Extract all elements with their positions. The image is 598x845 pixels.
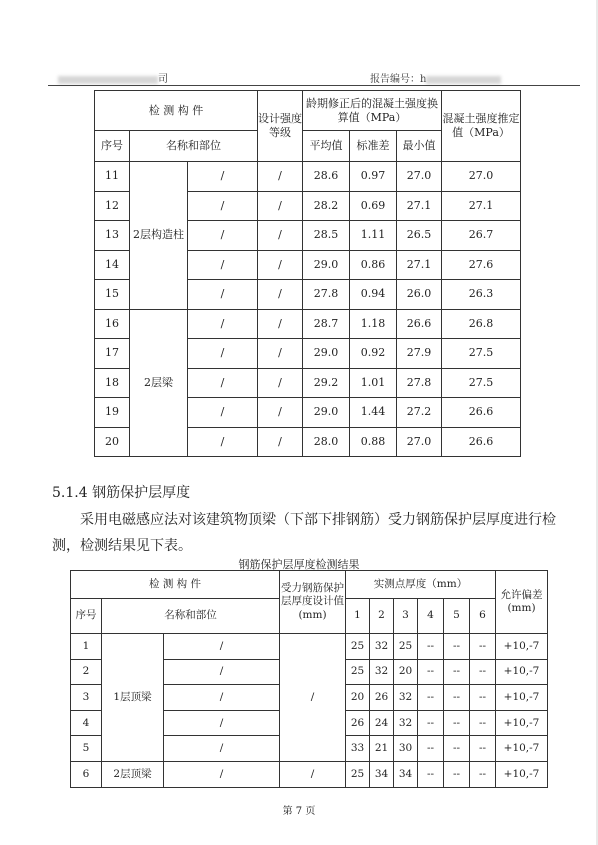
row-number: 11 [95, 162, 130, 192]
measure-point-4-header: 4 [418, 599, 444, 634]
component-position: / [188, 221, 258, 251]
component-position: / [188, 339, 258, 369]
tolerance: +10,-7 [496, 710, 548, 736]
measured-point-2: 32 [370, 659, 394, 685]
row-number: 4 [71, 710, 102, 736]
concrete-strength-table [94, 90, 521, 457]
component-position: / [188, 162, 258, 192]
minimum-value: 27.0 [397, 427, 442, 457]
table1-head-avg: 平均值 [303, 131, 350, 162]
estimated-strength: 27.5 [442, 339, 521, 369]
tolerance: +10,-7 [496, 659, 548, 685]
component-position: / [188, 250, 258, 280]
standard-deviation: 0.94 [350, 280, 397, 310]
table1-head-name: 名称和部位 [130, 131, 258, 162]
row-number: 5 [71, 736, 102, 762]
minimum-value: 27.0 [397, 162, 442, 192]
measured-point-1: 25 [346, 659, 370, 685]
average-value: 28.0 [303, 427, 350, 457]
estimated-strength: 26.7 [442, 221, 521, 251]
table1-head-corrected: 龄期修正后的混凝土强度换算值（MPa） [303, 91, 442, 131]
measured-point-1: 26 [346, 710, 370, 736]
header-company-suffix: 司 [158, 74, 168, 85]
row-number: 12 [95, 191, 130, 221]
standard-deviation: 1.18 [350, 309, 397, 339]
table1-body [95, 162, 521, 457]
standard-deviation: 0.69 [350, 191, 397, 221]
component-position: / [164, 736, 280, 762]
page-number: 第 7 页 [282, 806, 316, 817]
estimated-strength: 27.5 [442, 368, 521, 398]
minimum-value: 26.5 [397, 221, 442, 251]
measured-point-2: 32 [370, 634, 394, 660]
minimum-value: 27.2 [397, 398, 442, 428]
standard-deviation: 0.97 [350, 162, 397, 192]
minimum-value: 27.1 [397, 250, 442, 280]
measured-point-1: 25 [346, 761, 370, 787]
tolerance: +10,-7 [496, 634, 548, 660]
measured-point-4: -- [418, 710, 444, 736]
component-position: / [164, 710, 280, 736]
average-value: 29.2 [303, 368, 350, 398]
component-position: / [164, 634, 280, 660]
measured-point-6: -- [470, 761, 496, 787]
measured-point-4: -- [418, 761, 444, 787]
measured-point-4: -- [418, 659, 444, 685]
measured-point-5: -- [444, 685, 470, 711]
row-number: 2 [71, 659, 102, 685]
design-grade: / [258, 427, 303, 457]
tolerance: +10,-7 [496, 685, 548, 711]
table-row [71, 761, 548, 787]
design-grade: / [258, 368, 303, 398]
average-value: 28.7 [303, 309, 350, 339]
header-report-number [370, 70, 501, 85]
table-row [95, 162, 521, 192]
estimated-strength: 27.6 [442, 250, 521, 280]
estimated-strength: 27.1 [442, 191, 521, 221]
design-grade: / [258, 398, 303, 428]
row-number: 1 [71, 634, 102, 660]
average-value: 28.2 [303, 191, 350, 221]
redacted-report-number [426, 76, 501, 84]
rebar-cover-table [70, 570, 548, 788]
component-position: / [188, 309, 258, 339]
section-paragraph-line-1: 采用电磁感应法对该建筑物顶梁（下部下排钢筋）受力钢筋保护层厚度进行检 [80, 512, 556, 528]
table2-caption: 钢筋保护层厚度检测结果 [238, 558, 360, 571]
estimated-strength: 26.6 [442, 398, 521, 428]
row-number: 15 [95, 280, 130, 310]
measured-point-6: -- [470, 634, 496, 660]
measured-point-5: -- [444, 710, 470, 736]
standard-deviation: 0.88 [350, 427, 397, 457]
report-number-label: 报告编号： [370, 74, 420, 85]
table2-header-row-1 [71, 571, 548, 599]
measure-point-5-header: 5 [444, 599, 470, 634]
tolerance: +10,-7 [496, 736, 548, 762]
measured-point-3: 20 [394, 659, 418, 685]
measured-point-5: -- [444, 634, 470, 660]
estimated-strength: 26.8 [442, 309, 521, 339]
component-position: / [188, 398, 258, 428]
estimated-strength: 26.3 [442, 280, 521, 310]
design-cover: / [280, 634, 346, 762]
average-value: 28.6 [303, 162, 350, 192]
measured-point-3: 32 [394, 710, 418, 736]
table1-head-estimated: 混凝土强度推定值（MPa） [442, 91, 521, 162]
measure-point-6-header: 6 [470, 599, 496, 634]
measured-point-2: 24 [370, 710, 394, 736]
table1-head-min: 最小值 [397, 131, 442, 162]
measured-point-2: 34 [370, 761, 394, 787]
measured-point-2: 21 [370, 736, 394, 762]
table-row [95, 309, 521, 339]
row-number: 14 [95, 250, 130, 280]
component-name: 2层顶梁 [102, 761, 164, 787]
table2-head-measured: 实测点厚度（mm） [346, 571, 496, 599]
average-value: 29.0 [303, 250, 350, 280]
row-number: 20 [95, 427, 130, 457]
minimum-value: 27.9 [397, 339, 442, 369]
standard-deviation: 0.92 [350, 339, 397, 369]
table1-header-row-1 [95, 91, 521, 131]
component-position: / [188, 191, 258, 221]
minimum-value: 26.6 [397, 309, 442, 339]
minimum-value: 27.8 [397, 368, 442, 398]
table1-head-item: 检 测 构 件 [95, 91, 258, 131]
estimated-strength: 27.0 [442, 162, 521, 192]
header-company [58, 70, 168, 85]
table1-head-no: 序号 [95, 131, 130, 162]
redacted-company-name [58, 76, 158, 84]
table2-head-name: 名称和部位 [102, 599, 280, 634]
row-number: 18 [95, 368, 130, 398]
measured-point-2: 26 [370, 685, 394, 711]
header-rule [48, 85, 580, 86]
standard-deviation: 1.11 [350, 221, 397, 251]
design-grade: / [258, 250, 303, 280]
standard-deviation: 1.44 [350, 398, 397, 428]
component-position: / [188, 368, 258, 398]
component-position: / [164, 659, 280, 685]
row-number: 3 [71, 685, 102, 711]
component-name: 1层顶梁 [102, 634, 164, 762]
design-grade: / [258, 339, 303, 369]
component-name: 2层构造柱 [130, 162, 188, 310]
section-paragraph-line-2: 测，检测结果见下表。 [52, 538, 192, 554]
design-grade: / [258, 191, 303, 221]
measured-point-3: 25 [394, 634, 418, 660]
row-number: 16 [95, 309, 130, 339]
row-number: 13 [95, 221, 130, 251]
table1-head-std: 标准差 [350, 131, 397, 162]
table2-body [71, 634, 548, 788]
measured-point-5: -- [444, 659, 470, 685]
measured-point-3: 34 [394, 761, 418, 787]
design-grade: / [258, 221, 303, 251]
measure-point-1-header: 1 [346, 599, 370, 634]
tolerance: +10,-7 [496, 761, 548, 787]
measured-point-6: -- [470, 710, 496, 736]
standard-deviation: 0.86 [350, 250, 397, 280]
report-number-prefix: h [420, 74, 427, 85]
estimated-strength: 26.6 [442, 427, 521, 457]
measured-point-3: 32 [394, 685, 418, 711]
measured-point-6: -- [470, 659, 496, 685]
average-value: 28.5 [303, 221, 350, 251]
table-row [71, 634, 548, 660]
measure-point-3-header: 3 [394, 599, 418, 634]
component-position: / [164, 761, 280, 787]
measured-point-6: -- [470, 685, 496, 711]
table2-head-design: 受力钢筋保护层厚度设计值(mm) [280, 571, 346, 634]
row-number: 6 [71, 761, 102, 787]
design-cover: / [280, 761, 346, 787]
table2-head-tolerance: 允许偏差(mm) [496, 571, 548, 634]
table2-head-no: 序号 [71, 599, 102, 634]
row-number: 19 [95, 398, 130, 428]
component-position: / [188, 427, 258, 457]
table2-head-item: 检 测 构 件 [71, 571, 280, 599]
component-position: / [164, 685, 280, 711]
component-name: 2层梁 [130, 309, 188, 457]
measured-point-1: 25 [346, 634, 370, 660]
measured-point-4: -- [418, 685, 444, 711]
measure-point-2-header: 2 [370, 599, 394, 634]
measured-point-4: -- [418, 736, 444, 762]
measured-point-1: 20 [346, 685, 370, 711]
measured-point-6: -- [470, 736, 496, 762]
average-value: 27.8 [303, 280, 350, 310]
average-value: 29.0 [303, 398, 350, 428]
component-position: / [188, 280, 258, 310]
average-value: 29.0 [303, 339, 350, 369]
measured-point-3: 30 [394, 736, 418, 762]
table1-head-design-grade: 设计强度等级 [258, 91, 303, 162]
section-heading: 5.1.4 钢筋保护层厚度 [52, 485, 191, 501]
measured-point-5: -- [444, 736, 470, 762]
row-number: 17 [95, 339, 130, 369]
design-grade: / [258, 162, 303, 192]
measured-point-1: 33 [346, 736, 370, 762]
minimum-value: 26.0 [397, 280, 442, 310]
minimum-value: 27.1 [397, 191, 442, 221]
design-grade: / [258, 309, 303, 339]
standard-deviation: 1.01 [350, 368, 397, 398]
measured-point-5: -- [444, 761, 470, 787]
measured-point-4: -- [418, 634, 444, 660]
design-grade: / [258, 280, 303, 310]
